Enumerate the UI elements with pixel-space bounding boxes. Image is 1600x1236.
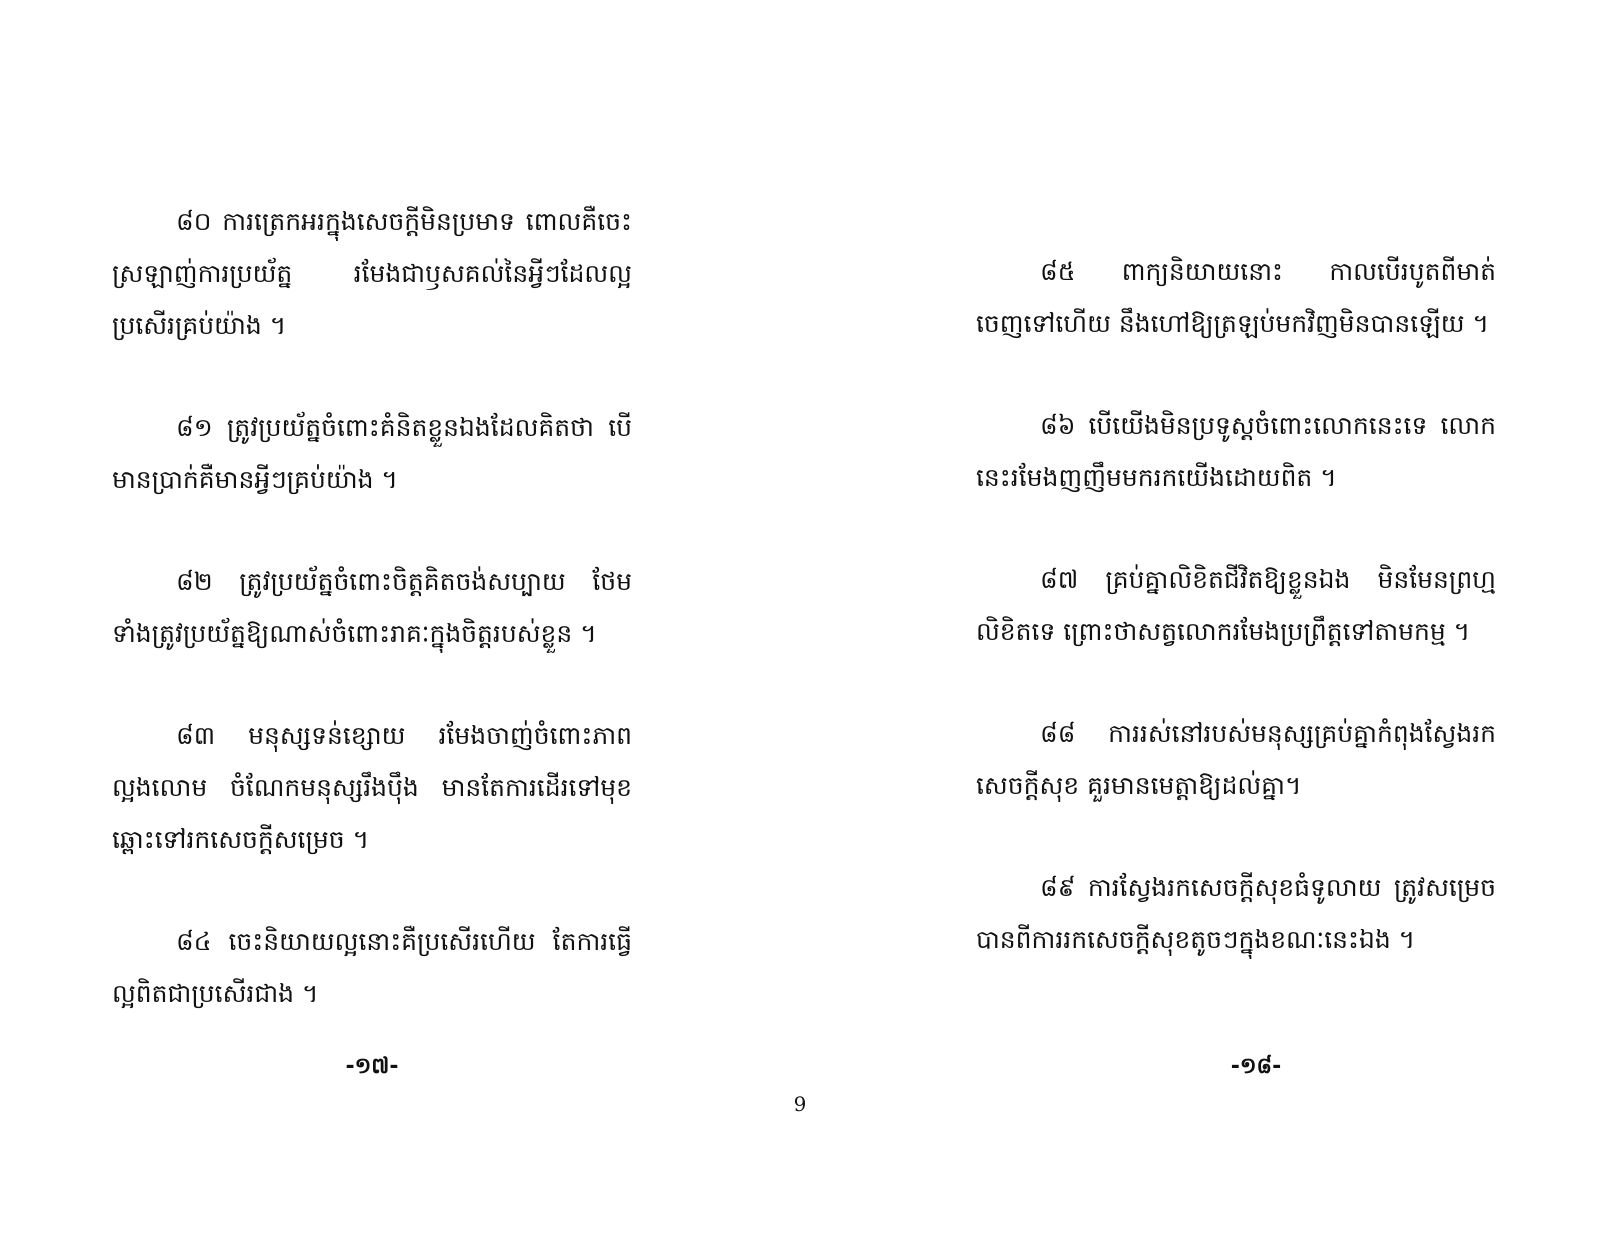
verse-86: ៨៦ បើយើងមិនប្រទូស្តចំពោះលោកនេះទេ លោកនេះរមែងញញឹមមករកយើងដោយពិត ។ bbox=[976, 411, 1496, 492]
sheet-number: 9 bbox=[793, 1092, 807, 1116]
left-page-number: -១៧- bbox=[345, 1054, 399, 1079]
verse-85: ៨៥ ពាក្យនិយាយនោះ កាលបើរបូតពីមាត់ចេញទៅហើយ នឹងហៅឱ្យត្រឡប់មកវិញមិនបានឡើយ ។ bbox=[976, 257, 1496, 338]
left-page-text bbox=[112, 196, 632, 1070]
verse-83: ៨៣ មនុស្សទន់ខ្សោយ រមែងចាញ់ចំពោះភាពល្អងលោម ចំណែកមនុស្សរឹងប៉ឹង មានតែការដើរទៅមុខឆ្ពោះទៅរកសេចក្តីសម្រេច ។ bbox=[112, 721, 632, 854]
right-page-text bbox=[976, 246, 1496, 1016]
verse-89: ៨៩ ការស្វែងរកសេចក្តីសុខធំទូលាយ ត្រូវសម្រេចបានពីការរកសេចក្តីសុខតូចៗក្នុងខណៈនេះឯង ។ bbox=[976, 873, 1496, 954]
verse-88: ៨៨ ការរស់នៅរបស់មនុស្សគ្រប់គ្នាកំពុងស្វែងរកសេចក្តីសុខ គួរមានមេត្តាឱ្យដល់គ្នា។ bbox=[976, 719, 1496, 800]
verse-82: ៨២ ត្រូវប្រយ័ត្នចំពោះចិត្តគិតចង់សប្បាយ ថែមទាំងត្រូវប្រយ័ត្នឱ្យណាស់ចំពោះរាគៈក្នុងចិត្តរបស់ខ្លួន ។ bbox=[112, 567, 632, 648]
verse-81: ៨១ ត្រូវប្រយ័ត្នចំពោះគំនិតខ្លួនឯងដែលគិតថា បើមានប្រាក់គឺមានអ្វីៗគ្រប់យ៉ាង ។ bbox=[112, 413, 632, 494]
verse-87: ៨៧ គ្រប់គ្នាលិខិតជីវិតឱ្យខ្លួនឯង មិនមែនព្រហ្មលិខិតទេ ព្រោះថាសត្វលោករមែងប្រព្រឹត្តទៅតាមកម្ម ។ bbox=[976, 565, 1496, 646]
verse-84: ៨៤ ចេះនិយាយល្អនោះគឺប្រសើរហើយ តែការធ្វើល្អពិតជាប្រសើរជាង ។ bbox=[112, 927, 632, 1008]
right-page-number: -១៨- bbox=[1230, 1054, 1282, 1079]
verse-80: ៨០ ការត្រេកអរក្នុងសេចក្តីមិនប្រមាទ ពោលគឺចេះស្រឡាញ់ការប្រយ័ត្ន រមែងជាឫសគល់នៃអ្វីៗដែលល្អប្រសើរគ្រប់យ៉ាង ។ bbox=[112, 207, 632, 340]
